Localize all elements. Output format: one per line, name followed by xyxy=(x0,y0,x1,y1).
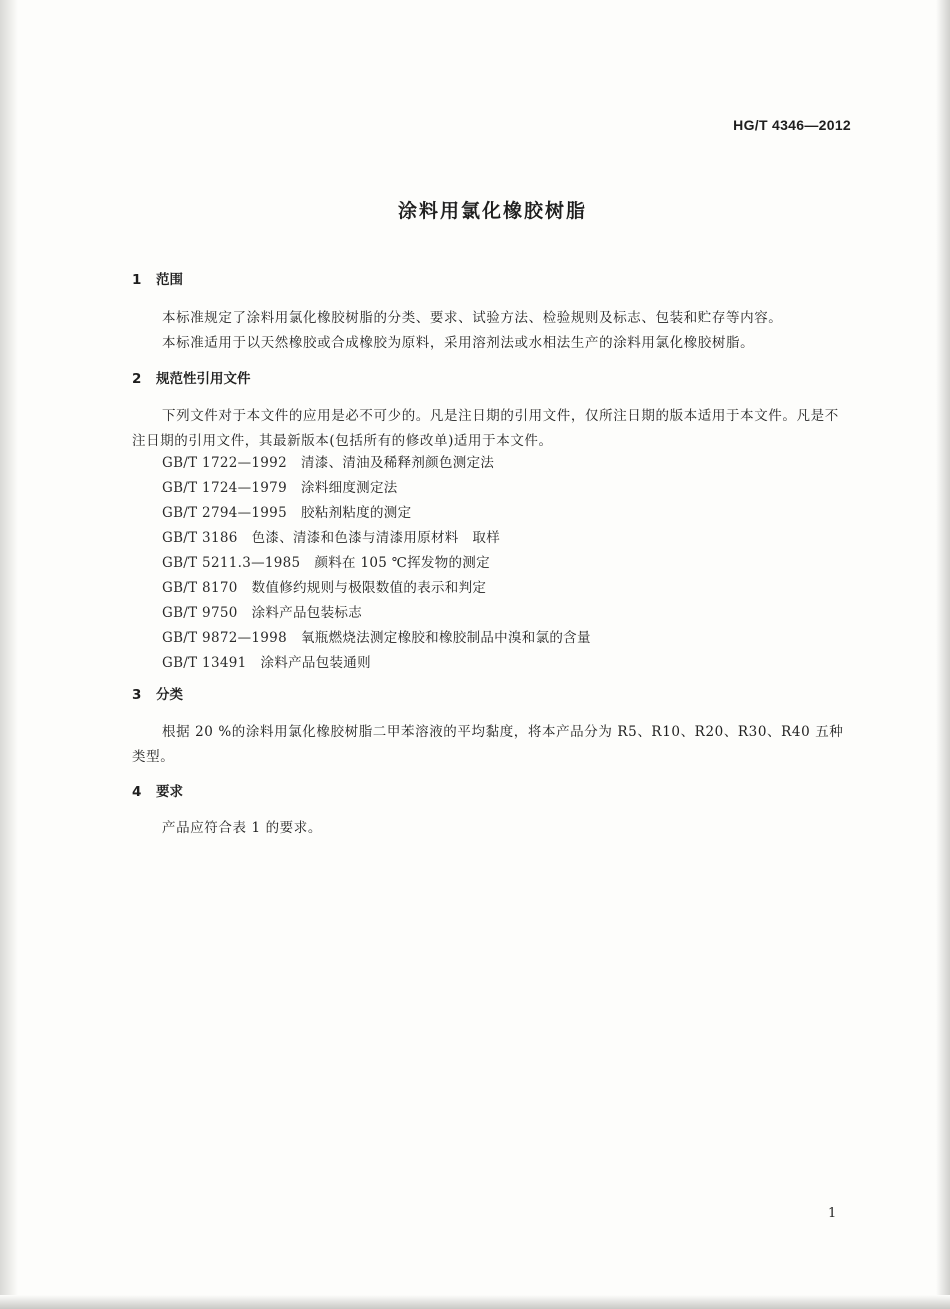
section-number: 2 xyxy=(132,371,142,387)
section-number: 1 xyxy=(132,272,142,288)
section-title: 规范性引用文件 xyxy=(156,371,251,387)
document-title: 涂料用氯化橡胶树脂 xyxy=(397,200,587,222)
section-3-heading xyxy=(132,683,183,703)
reference-code: GB/T 9872—1998 xyxy=(162,630,287,646)
reference-title: 清漆、清油及稀释剂颜色测定法 xyxy=(300,455,495,471)
reference-code: GB/T 1722—1992 xyxy=(162,455,287,471)
reference-code: GB/T 9750 xyxy=(162,605,238,621)
normative-reference-list xyxy=(162,451,591,676)
scan-edge-bottom xyxy=(0,1295,950,1309)
reference-item xyxy=(162,551,591,576)
reference-code: GB/T 8170 xyxy=(162,580,238,596)
reference-title: 胶粘剂粘度的测定 xyxy=(300,505,412,521)
reference-code: GB/T 5211.3—1985 xyxy=(162,555,301,571)
section-title: 范围 xyxy=(156,272,183,288)
section-1-paragraph-1: 本标准规定了涂料用氯化橡胶树脂的分类、要求、试验方法、检验规则及标志、包装和贮存等内容。 xyxy=(162,310,783,326)
reference-item xyxy=(162,526,591,551)
reference-item xyxy=(162,651,591,676)
reference-title: 涂料产品包装通则 xyxy=(260,655,371,671)
reference-title: 数值修约规则与极限数值的表示和判定 xyxy=(251,580,487,596)
reference-code: GB/T 1724—1979 xyxy=(162,480,287,496)
section-1-paragraph-2: 本标准适用于以天然橡胶或合成橡胶为原料，采用溶剂法或水相法生产的涂料用氯化橡胶树脂。 xyxy=(162,335,755,351)
section-number: 3 xyxy=(132,687,142,703)
reference-code: GB/T 3186 xyxy=(162,530,238,546)
reference-title: 涂料细度测定法 xyxy=(300,480,398,496)
section-1-heading xyxy=(132,268,183,288)
section-number: 4 xyxy=(132,784,142,800)
section-title: 分类 xyxy=(156,687,183,703)
section-3-paragraph-1: 根据 20 %的涂料用氯化橡胶树脂二甲苯溶液的平均黏度，将本产品分为 R5、R10、R20、R30、R40 五种类型。 xyxy=(132,724,844,765)
page-number: 1 xyxy=(828,1206,837,1221)
reference-title: 颜料在 105 ℃挥发物的测定 xyxy=(314,555,490,571)
section-title: 要求 xyxy=(156,784,183,800)
reference-code: GB/T 2794—1995 xyxy=(162,505,287,521)
reference-item xyxy=(162,476,591,501)
section-4-heading xyxy=(132,780,183,800)
section-2-paragraph-1: 下列文件对于本文件的应用是必不可少的。凡是注日期的引用文件，仅所注日期的版本适用于本文件。凡是不注日期的引用文件，其最新版本(包括所有的修改单)适用于本文件。 xyxy=(132,408,839,449)
reference-title: 涂料产品包装标志 xyxy=(251,605,363,621)
reference-code: GB/T 13491 xyxy=(162,655,247,671)
reference-item xyxy=(162,626,591,651)
reference-item xyxy=(162,576,591,601)
reference-title: 氧瓶燃烧法测定橡胶和橡胶制品中溴和氯的含量 xyxy=(300,630,591,646)
standard-code: HG/T 4346—2012 xyxy=(733,117,851,133)
section-4-paragraph-1: 产品应符合表 1 的要求。 xyxy=(162,820,322,836)
reference-item xyxy=(162,601,591,626)
reference-title: 色漆、清漆和色漆与清漆用原材料 取样 xyxy=(251,530,501,546)
section-2-heading xyxy=(132,367,251,387)
reference-item xyxy=(162,451,591,476)
reference-item xyxy=(162,501,591,526)
